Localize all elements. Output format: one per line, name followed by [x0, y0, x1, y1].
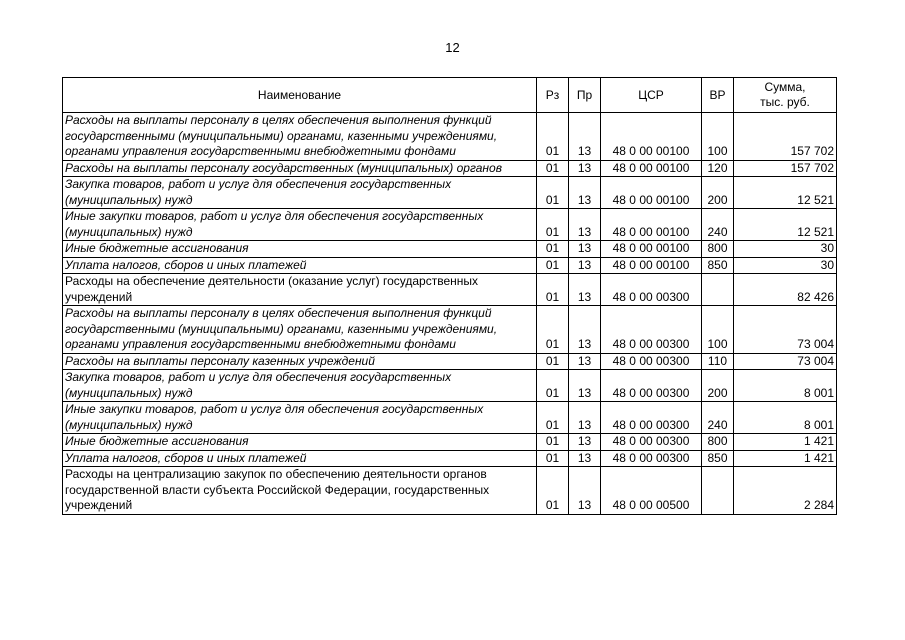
row-pr: 13: [569, 353, 601, 370]
table-row: [63, 434, 837, 451]
row-pr: 13: [569, 177, 601, 209]
row-pr: 13: [569, 274, 601, 306]
row-vr: [702, 274, 734, 306]
table-row: [63, 370, 837, 402]
row-rz: 01: [537, 160, 569, 177]
row-csr: 48 0 00 00300: [601, 274, 702, 306]
row-rz: 01: [537, 402, 569, 434]
row-csr: 48 0 00 00300: [601, 450, 702, 467]
header-pr: Пр: [569, 78, 601, 113]
row-pr: 13: [569, 467, 601, 515]
row-sum: 73 004: [734, 306, 837, 354]
row-sum: 12 521: [734, 209, 837, 241]
row-rz: 01: [537, 209, 569, 241]
row-pr: 13: [569, 306, 601, 354]
table-row: [63, 241, 837, 258]
row-name: Иные закупки товаров, работ и услуг для обеспечения государственных (муниципальных) нужд: [63, 402, 537, 434]
row-csr: 48 0 00 00300: [601, 353, 702, 370]
table-row: [63, 402, 837, 434]
row-name: Расходы на выплаты персоналу государственных (муниципальных) органов: [63, 160, 537, 177]
row-vr: 100: [702, 113, 734, 161]
table-row: [63, 306, 837, 354]
row-name: Расходы на выплаты персоналу в целях обеспечения выполнения функций государственными (муниципальными) органами, казенными учреждениями, органами управления государственными внебюджетными фондами: [63, 113, 537, 161]
page-number: 12: [445, 40, 460, 55]
row-vr: 850: [702, 257, 734, 274]
row-rz: 01: [537, 274, 569, 306]
row-name: Уплата налогов, сборов и иных платежей: [63, 257, 537, 274]
row-vr: 850: [702, 450, 734, 467]
row-pr: 13: [569, 241, 601, 258]
table-row: [63, 257, 837, 274]
row-csr: 48 0 00 00300: [601, 434, 702, 451]
row-csr: 48 0 00 00300: [601, 370, 702, 402]
row-name: Расходы на централизацию закупок по обеспечению деятельности органов государственной власти субъекта Российской Федерации, государственных учреждений: [63, 467, 537, 515]
row-rz: 01: [537, 241, 569, 258]
row-name: Закупка товаров, работ и услуг для обеспечения государственных (муниципальных) нужд: [63, 370, 537, 402]
row-sum: 73 004: [734, 353, 837, 370]
row-name: Иные бюджетные ассигнования: [63, 434, 537, 451]
row-name: Расходы на выплаты персоналу в целях обеспечения выполнения функций государственными (муниципальными) органами, казенными учреждениями, органами управления государственными внебюджетными фондами: [63, 306, 537, 354]
table-row: [63, 353, 837, 370]
row-name: Уплата налогов, сборов и иных платежей: [63, 450, 537, 467]
row-csr: 48 0 00 00500: [601, 467, 702, 515]
row-rz: 01: [537, 113, 569, 161]
row-vr: 200: [702, 177, 734, 209]
row-vr: 110: [702, 353, 734, 370]
row-sum: 12 521: [734, 177, 837, 209]
row-name: Иные бюджетные ассигнования: [63, 241, 537, 258]
header-vr: ВР: [702, 78, 734, 113]
row-vr: 200: [702, 370, 734, 402]
row-csr: 48 0 00 00100: [601, 257, 702, 274]
row-sum: 1 421: [734, 450, 837, 467]
row-rz: 01: [537, 177, 569, 209]
row-csr: 48 0 00 00300: [601, 306, 702, 354]
table-row: [63, 467, 837, 515]
header-sum: [734, 78, 837, 113]
row-name: Закупка товаров, работ и услуг для обеспечения государственных (муниципальных) нужд: [63, 177, 537, 209]
table-row: [63, 113, 837, 161]
row-pr: 13: [569, 434, 601, 451]
table-row: [63, 160, 837, 177]
row-sum: 1 421: [734, 434, 837, 451]
table-row: [63, 177, 837, 209]
row-vr: 800: [702, 434, 734, 451]
row-vr: [702, 467, 734, 515]
table-row: [63, 209, 837, 241]
row-csr: 48 0 00 00100: [601, 177, 702, 209]
row-csr: 48 0 00 00100: [601, 160, 702, 177]
header-sum-line2: тыс. руб.: [760, 95, 810, 109]
row-vr: 240: [702, 402, 734, 434]
row-rz: 01: [537, 370, 569, 402]
row-rz: 01: [537, 257, 569, 274]
table-row: [63, 450, 837, 467]
row-pr: 13: [569, 402, 601, 434]
row-vr: 100: [702, 306, 734, 354]
row-pr: 13: [569, 160, 601, 177]
row-sum: 30: [734, 257, 837, 274]
row-rz: 01: [537, 353, 569, 370]
row-pr: 13: [569, 450, 601, 467]
row-sum: 8 001: [734, 370, 837, 402]
row-pr: 13: [569, 257, 601, 274]
row-csr: 48 0 00 00100: [601, 113, 702, 161]
row-pr: 13: [569, 209, 601, 241]
header-csr: ЦСР: [601, 78, 702, 113]
table-header-row: [63, 78, 837, 113]
budget-table: [62, 77, 837, 515]
row-sum: 2 284: [734, 467, 837, 515]
row-csr: 48 0 00 00100: [601, 209, 702, 241]
row-pr: 13: [569, 370, 601, 402]
header-sum-line1: Сумма,: [764, 80, 806, 94]
row-name: Расходы на выплаты персоналу казенных учреждений: [63, 353, 537, 370]
row-rz: 01: [537, 306, 569, 354]
row-csr: 48 0 00 00100: [601, 241, 702, 258]
header-rz: Рз: [537, 78, 569, 113]
row-rz: 01: [537, 467, 569, 515]
row-vr: 120: [702, 160, 734, 177]
row-sum: 157 702: [734, 113, 837, 161]
header-name: Наименование: [63, 78, 537, 113]
row-name: Иные закупки товаров, работ и услуг для обеспечения государственных (муниципальных) нужд: [63, 209, 537, 241]
row-vr: 240: [702, 209, 734, 241]
row-rz: 01: [537, 450, 569, 467]
row-sum: 82 426: [734, 274, 837, 306]
row-sum: 30: [734, 241, 837, 258]
row-sum: 157 702: [734, 160, 837, 177]
row-vr: 800: [702, 241, 734, 258]
row-csr: 48 0 00 00300: [601, 402, 702, 434]
row-name: Расходы на обеспечение деятельности (оказание услуг) государственных учреждений: [63, 274, 537, 306]
row-pr: 13: [569, 113, 601, 161]
row-rz: 01: [537, 434, 569, 451]
table-row: [63, 274, 837, 306]
table-body: [63, 113, 837, 515]
row-sum: 8 001: [734, 402, 837, 434]
